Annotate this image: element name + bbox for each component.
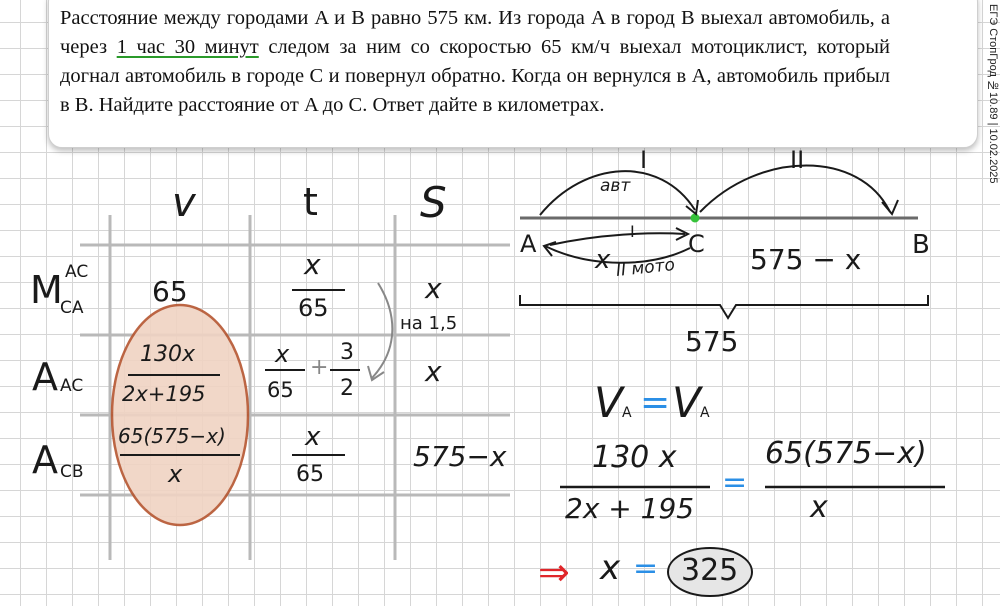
- eq1-right-v: V: [672, 378, 701, 427]
- eq2-left-num: 130 x: [592, 440, 677, 475]
- row-auto-ac-label: A: [32, 355, 58, 399]
- eq2-right-num: 65(575−x): [765, 436, 927, 471]
- diagram-moto-label: II мото: [615, 254, 676, 282]
- diagram-x-label: x: [595, 245, 611, 275]
- implies-arrow: ⇒: [538, 550, 570, 594]
- row-auto-ac-t-den2: 2: [340, 376, 354, 401]
- diagram-small-I: I: [630, 222, 635, 241]
- row-auto-cb-v-den: x: [168, 460, 183, 488]
- problem-underlined-time: 1 час 30 минут: [116, 36, 259, 58]
- row-moto-t-num: x: [304, 248, 321, 281]
- row-moto-t-den: 65: [298, 294, 329, 322]
- row-moto-sub-top: AC: [65, 262, 89, 282]
- diagram-label-I: I: [640, 146, 648, 174]
- eq1-right-sub: A: [700, 405, 710, 421]
- row-auto-ac-plus: +: [310, 355, 329, 380]
- diagram-point-c: C: [688, 230, 705, 258]
- diagram-label-II: II: [790, 146, 805, 174]
- row-auto-ac-s: x: [425, 355, 442, 388]
- row-auto-cb-s: 575−x: [413, 440, 507, 473]
- diagram-point-a: A: [520, 230, 537, 258]
- eq2-equals: =: [722, 465, 748, 500]
- answer-value: 325: [681, 553, 739, 588]
- note-shift: на 1,5: [400, 313, 458, 334]
- problem-text-part2: следом за ним со скоростью 65 км/ч выехал мотоциклист, который догнал автомобиль в городе C и повернул обратно. Когда он вернулся в A, автомобиль прибыл в B. Найдите расстояние от A до C. Ответ дайте в километрах.: [60, 36, 891, 116]
- row-auto-cb-sub: CB: [60, 462, 84, 482]
- diagram-label-avt: авт: [600, 176, 631, 196]
- row-auto-ac-sub: AC: [60, 376, 84, 396]
- row-auto-ac-t-num1: x: [275, 340, 290, 368]
- row-auto-cb-label: A: [32, 438, 58, 482]
- problem-text-part1: Расстояние между городами A и B равно 575 км. Из города A в город B выехал автомобиль, а через: [60, 7, 890, 58]
- eq1-left-v: V: [594, 378, 623, 427]
- row-moto-sub-bottom: CA: [60, 298, 84, 318]
- answer-var: x: [600, 548, 621, 588]
- diagram-total: 575: [685, 325, 739, 358]
- row-auto-ac-v-num: 130x: [140, 342, 196, 367]
- point-c-marker: [691, 214, 700, 223]
- eq1-left-sub: A: [622, 405, 632, 421]
- answer-equals: =: [633, 551, 659, 586]
- side-caption: ЕГЭ СтопГрод №10.89 | 10.02.2025: [987, 4, 999, 184]
- moto-forward-arrow: [550, 233, 685, 245]
- header-s: S: [420, 178, 447, 227]
- diagram-point-b: B: [912, 230, 930, 260]
- row-auto-cb-t-num: x: [305, 422, 321, 452]
- eq2-left-den: 2x + 195: [565, 492, 695, 525]
- row-auto-cb-t-den: 65: [296, 462, 324, 487]
- row-auto-ac-t-den1: 65: [267, 378, 294, 402]
- time-shift-arrow: [372, 283, 392, 378]
- diagram-segment-cb: 575 − x: [750, 243, 862, 276]
- header-v: v: [172, 180, 196, 226]
- row-auto-ac-t-num2: 3: [340, 340, 354, 365]
- eq2-right-den: x: [810, 490, 828, 525]
- row-moto-s: x: [425, 272, 442, 305]
- highlight-ellipse: [112, 305, 248, 525]
- row-auto-cb-v-num: 65(575−x): [118, 424, 226, 448]
- row-moto-v: 65: [152, 275, 188, 308]
- eq1-equals: =: [640, 382, 671, 423]
- row-moto-label: М: [30, 268, 63, 312]
- header-t: t: [303, 180, 318, 224]
- row-auto-ac-v-den: 2x+195: [122, 382, 206, 406]
- total-brace: [520, 295, 928, 318]
